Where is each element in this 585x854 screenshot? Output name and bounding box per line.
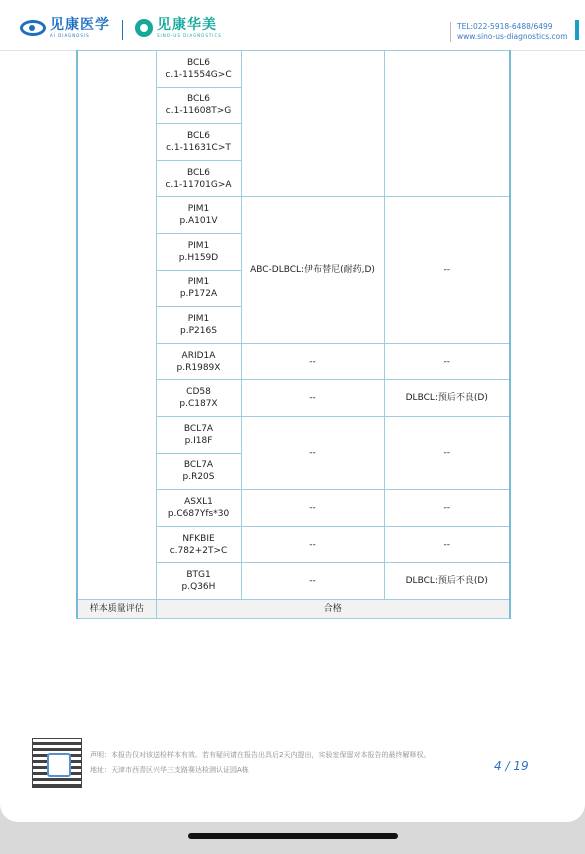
gene-cell: BCL7A p.R20S bbox=[156, 453, 241, 490]
eye-logo-icon bbox=[20, 20, 46, 36]
gene-cell: PIM1 p.P172A bbox=[156, 270, 241, 307]
website-text: www.sino-us-diagnostics.com bbox=[457, 32, 568, 41]
bcl6-drug-cell bbox=[241, 51, 384, 197]
variant-table bbox=[76, 50, 511, 619]
qr-code bbox=[32, 738, 82, 788]
bcl7a-drug-cell: -- bbox=[241, 416, 384, 489]
asxl1-drug-cell: -- bbox=[241, 490, 384, 527]
logo-divider bbox=[122, 20, 123, 40]
gene-cell: ARID1A p.R1989X bbox=[156, 343, 241, 380]
arid1a-prognosis-cell: -- bbox=[384, 343, 510, 380]
cd58-drug-cell: -- bbox=[241, 380, 384, 417]
asxl1-prognosis-cell: -- bbox=[384, 490, 510, 527]
gene-cell: BCL6 c.1-11701G>A bbox=[156, 160, 241, 197]
bcl6-prognosis-cell bbox=[384, 51, 510, 197]
circle-logo-icon bbox=[135, 19, 153, 37]
gene-cell: BCL6 c.1-11554G>C bbox=[156, 51, 241, 88]
logo2-en-text: SINO-US DIAGNOSTICS bbox=[157, 33, 222, 38]
table-row bbox=[77, 51, 510, 88]
pim1-prognosis-cell: -- bbox=[384, 197, 510, 343]
ai-diagnosis-logo bbox=[20, 18, 110, 38]
page-footer bbox=[32, 738, 552, 788]
address-text: 地址：天津市西青区兴华三支路赛达检测认证园A栋 bbox=[90, 766, 249, 774]
sino-us-logo bbox=[135, 18, 222, 38]
gene-cell: PIM1 p.H159D bbox=[156, 233, 241, 270]
btg1-drug-cell: -- bbox=[241, 563, 384, 600]
gene-cell: BCL7A p.I18F bbox=[156, 416, 241, 453]
qr-logo-icon bbox=[47, 753, 71, 777]
logo1-en-text: AI DIAGNOSIS bbox=[50, 33, 90, 38]
quality-row bbox=[77, 599, 510, 618]
pim1-drug-cell: ABC-DLBCL:伊布替尼(耐药,D) bbox=[241, 197, 384, 343]
quality-value-cell: 合格 bbox=[156, 599, 510, 618]
gene-cell: BTG1 p.Q36H bbox=[156, 563, 241, 600]
tel-text: TEL:022-5918-6488/6499 bbox=[457, 22, 553, 31]
arid1a-drug-cell: -- bbox=[241, 343, 384, 380]
cd58-prognosis-cell: DLBCL:预后不良(D) bbox=[384, 380, 510, 417]
bcl7a-prognosis-cell: -- bbox=[384, 416, 510, 489]
page-number: 4 / 19 bbox=[494, 759, 529, 773]
page-header bbox=[0, 0, 585, 51]
logo2-cn-text: 见康华美 bbox=[157, 17, 217, 33]
nfkbie-prognosis-cell: -- bbox=[384, 526, 510, 563]
logo1-cn-text: 见康医学 bbox=[50, 17, 110, 33]
gene-cell: PIM1 p.A101V bbox=[156, 197, 241, 234]
btg1-prognosis-cell: DLBCL:预后不良(D) bbox=[384, 563, 510, 600]
home-indicator[interactable] bbox=[188, 833, 398, 839]
gene-cell: BCL6 c.1-11631C>T bbox=[156, 124, 241, 161]
blank-category-cell bbox=[77, 51, 156, 600]
header-accent-bar bbox=[575, 20, 579, 40]
gene-cell: BCL6 c.1-11608T>G bbox=[156, 87, 241, 124]
statement-text: 声明：本报告仅对该送检样本有效。若有疑问请在报告出具后2天内提出，实验室保留对本报告的最终解释权。 bbox=[90, 751, 431, 759]
gene-cell: CD58 p.C187X bbox=[156, 380, 241, 417]
nfkbie-drug-cell: -- bbox=[241, 526, 384, 563]
quality-label-cell: 样本质量评估 bbox=[77, 599, 156, 618]
gene-cell: ASXL1 p.C687Yfs*30 bbox=[156, 490, 241, 527]
gene-cell: NFKBIE c.782+2T>C bbox=[156, 526, 241, 563]
gene-cell: PIM1 p.P216S bbox=[156, 307, 241, 344]
contact-info bbox=[450, 22, 568, 42]
